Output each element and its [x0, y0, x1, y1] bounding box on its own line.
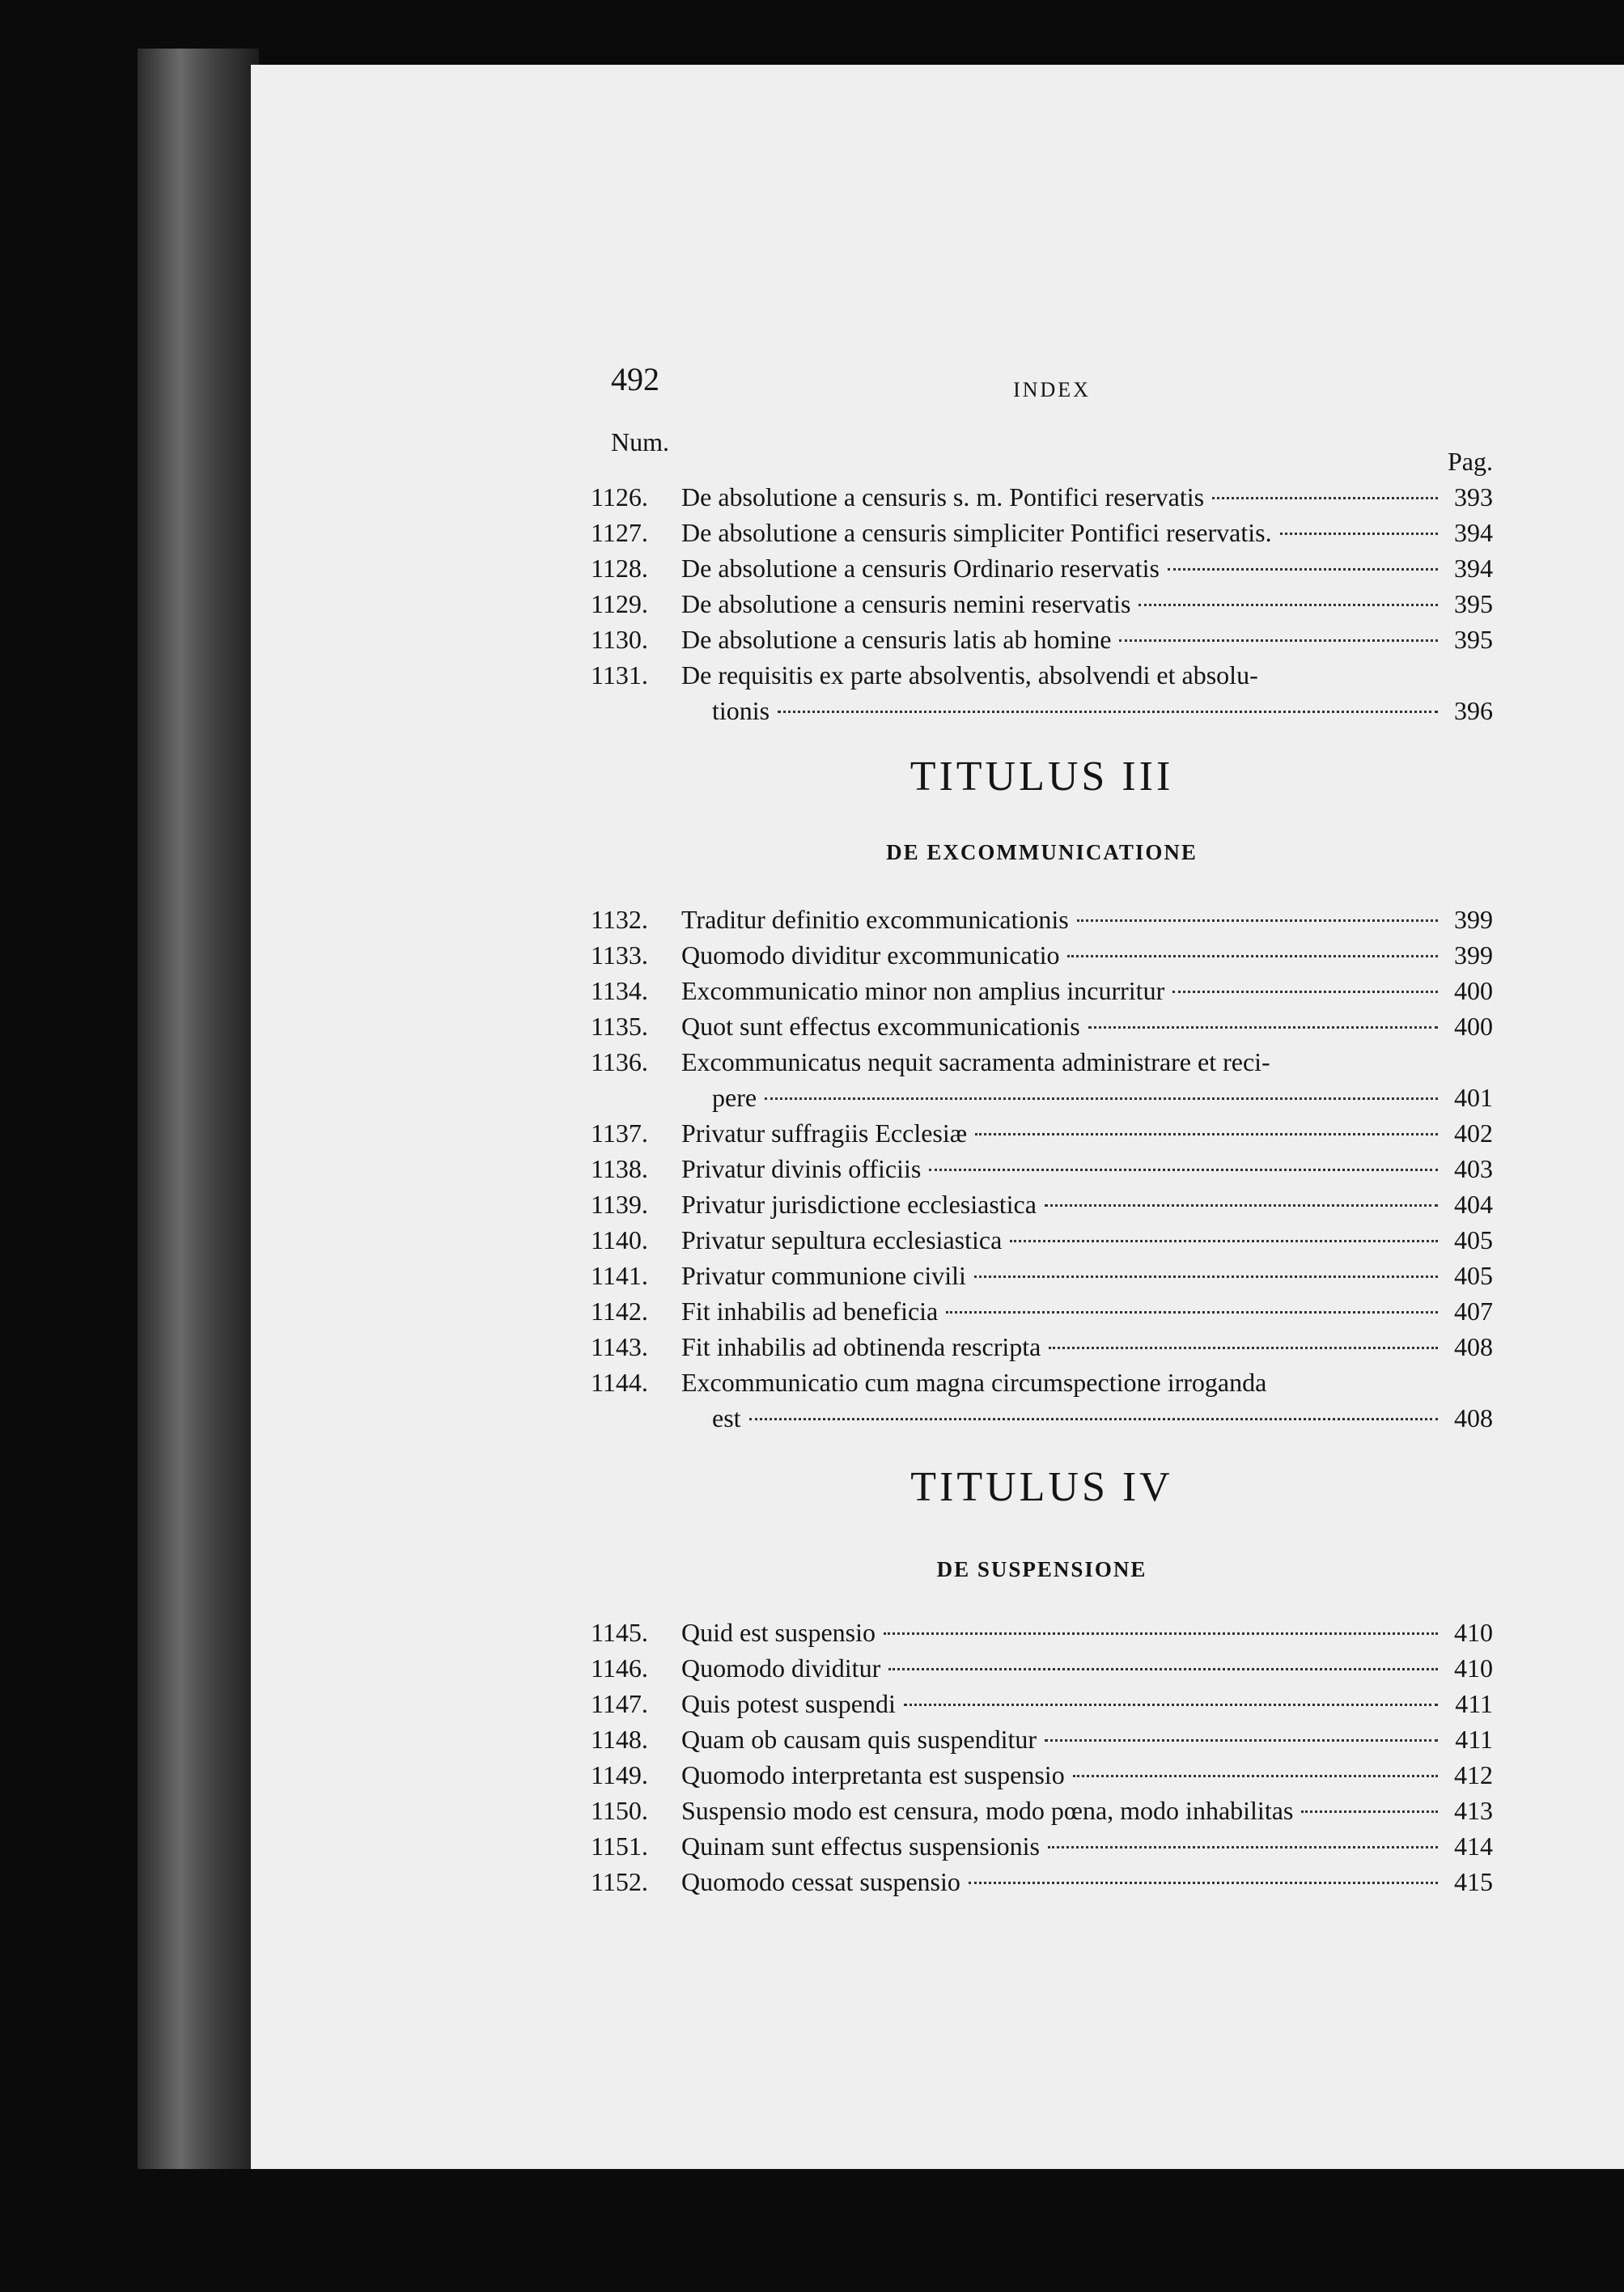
- entry-page-number: 414: [1454, 1831, 1493, 1861]
- entry-page-number: 399: [1454, 940, 1493, 970]
- entry-line: [681, 1329, 1493, 1365]
- index-entry: [591, 1828, 1493, 1864]
- entry-line: [712, 1080, 1493, 1115]
- dot-leader: [888, 1668, 1438, 1670]
- index-entry: [591, 937, 1493, 973]
- entry-title: De absolutione a censuris s. m. Pontifici reservatis: [681, 482, 1205, 511]
- entry-line: [681, 1222, 1493, 1258]
- entry-page-number: 412: [1454, 1760, 1493, 1789]
- entry-number: 1152.: [591, 1867, 648, 1896]
- entry-line: [712, 693, 1493, 728]
- dot-leader: [1077, 919, 1438, 922]
- dot-leader: [969, 1882, 1438, 1884]
- entry-number: 1132.: [591, 905, 648, 934]
- entry-number: 1140.: [591, 1225, 648, 1254]
- index-entry: [591, 1151, 1493, 1186]
- dot-leader: [1088, 1026, 1438, 1029]
- index-entry: [591, 1615, 1493, 1650]
- section-title-titulus-iii: TITULUS III: [910, 753, 1174, 800]
- dot-leader: [1073, 1775, 1438, 1777]
- entry-number: 1145.: [591, 1618, 648, 1647]
- entry-line: [681, 586, 1493, 622]
- dot-leader: [974, 1275, 1438, 1278]
- entry-line: [681, 1151, 1493, 1186]
- entry-title: Fit inhabilis ad obtinenda rescripta: [681, 1332, 1041, 1361]
- entry-title: Privatur jurisdictione ecclesiastica: [681, 1190, 1037, 1219]
- entry-line: [681, 1721, 1493, 1757]
- entry-number: 1135.: [591, 1012, 648, 1041]
- entry-page-number: 411: [1455, 1689, 1493, 1718]
- entry-number: 1141.: [591, 1261, 648, 1290]
- entry-page-number: 393: [1454, 482, 1493, 511]
- entry-line: [681, 622, 1493, 657]
- index-entry: [591, 1186, 1493, 1222]
- entry-line: [681, 657, 1493, 693]
- entry-page-number: 400: [1454, 1012, 1493, 1041]
- dot-leader: [1301, 1810, 1438, 1813]
- dot-leader: [778, 711, 1438, 713]
- index-entry: [591, 1258, 1493, 1293]
- entry-title: Quomodo cessat suspensio: [681, 1867, 960, 1896]
- entry-line: [681, 1615, 1493, 1650]
- entry-number: 1133.: [591, 940, 648, 970]
- entry-line: [681, 973, 1493, 1008]
- entry-title: Privatur suffragiis Ecclesiæ: [681, 1118, 968, 1148]
- index-entry: [591, 622, 1493, 657]
- entry-title: Quomodo dividitur excommunicatio: [681, 940, 1060, 970]
- entry-title: De absolutione a censuris Ordinario reservatis: [681, 554, 1160, 583]
- entry-title: Excommunicatus nequit sacramenta administrare et reci-: [681, 1047, 1270, 1076]
- index-section-suspensione: [591, 1615, 1493, 1899]
- entry-title: Traditur definitio excommunicationis: [681, 905, 1069, 934]
- entry-number: 1151.: [591, 1831, 648, 1861]
- entry-title: Privatur sepultura ecclesiastica: [681, 1225, 1003, 1254]
- dot-leader: [929, 1169, 1438, 1171]
- index-entry: [591, 1329, 1493, 1365]
- entry-title: De absolutione a censuris nemini reservatis: [681, 589, 1131, 618]
- entry-number: 1126.: [591, 482, 648, 511]
- entry-number: 1134.: [591, 976, 648, 1005]
- entry-page-number: 396: [1454, 696, 1493, 725]
- entry-title: pere: [712, 1083, 757, 1112]
- index-entry: [591, 1721, 1493, 1757]
- entry-title: Fit inhabilis ad beneficia: [681, 1297, 939, 1326]
- entry-number: 1142.: [591, 1297, 648, 1326]
- dot-leader: [1168, 568, 1438, 571]
- dot-leader: [1172, 991, 1438, 993]
- entry-title: Excommunicatio cum magna circumspectione irroganda: [681, 1368, 1267, 1397]
- index-entry: [591, 1293, 1493, 1329]
- index-entry: [591, 479, 1493, 515]
- entry-title: Quid est suspensio: [681, 1618, 876, 1647]
- entry-line: [681, 1044, 1493, 1080]
- entry-line: [681, 479, 1493, 515]
- entry-page-number: 413: [1454, 1796, 1493, 1825]
- entry-line: [681, 1757, 1493, 1793]
- entry-number: 1147.: [591, 1689, 648, 1718]
- entry-line: [681, 1008, 1493, 1044]
- index-entry: [591, 1793, 1493, 1828]
- entry-number: 1150.: [591, 1796, 648, 1825]
- index-entry: [591, 515, 1493, 550]
- entry-title: De requisitis ex parte absolventis, absolvendi et absolu-: [681, 660, 1258, 690]
- index-entry: [591, 902, 1493, 937]
- dot-leader: [1048, 1846, 1438, 1848]
- entry-page-number: 400: [1454, 976, 1493, 1005]
- entry-number: 1138.: [591, 1154, 648, 1183]
- page-number: 492: [611, 361, 659, 397]
- dot-leader: [1138, 604, 1438, 606]
- index-entry: [591, 1365, 1493, 1436]
- entry-page-number: 408: [1454, 1403, 1493, 1432]
- entry-number: 1139.: [591, 1190, 648, 1219]
- dot-leader: [975, 1133, 1438, 1135]
- entry-number: 1143.: [591, 1332, 648, 1361]
- entry-page-number: 415: [1454, 1867, 1493, 1896]
- entry-page-number: 404: [1454, 1190, 1493, 1219]
- entry-title: Quot sunt effectus excommunicationis: [681, 1012, 1080, 1041]
- dot-leader: [1049, 1347, 1438, 1349]
- entry-title: Suspensio modo est censura, modo pœna, modo inhabilitas: [681, 1796, 1294, 1825]
- index-entry: [591, 657, 1493, 728]
- entry-page-number: 407: [1454, 1297, 1493, 1326]
- entry-title: Privatur communione civili: [681, 1261, 966, 1290]
- entry-line: [712, 1400, 1493, 1436]
- index-entry: [591, 1222, 1493, 1258]
- entry-line: [681, 1115, 1493, 1151]
- section-subtitle-suspensione: DE SUSPENSIONE: [936, 1557, 1147, 1581]
- entry-title: De absolutione a censuris simpliciter Pontifici reservatis.: [681, 518, 1272, 547]
- entry-page-number: 410: [1454, 1653, 1493, 1683]
- entry-number: 1127.: [591, 518, 648, 547]
- section-subtitle-excommunicatione: DE EXCOMMUNICATIONE: [886, 840, 1198, 864]
- entry-title: est: [712, 1403, 741, 1432]
- index-entry: [591, 973, 1493, 1008]
- num-column-label: Num.: [611, 427, 669, 456]
- entry-page-number: 401: [1454, 1083, 1493, 1112]
- entry-page-number: 402: [1454, 1118, 1493, 1148]
- entry-line: [681, 902, 1493, 937]
- entry-number: 1130.: [591, 625, 648, 654]
- dot-leader: [884, 1632, 1438, 1635]
- index-entry: [591, 1864, 1493, 1899]
- entry-page-number: 411: [1455, 1725, 1493, 1754]
- index-section-absolution: [591, 479, 1493, 728]
- entry-title: Quomodo dividitur: [681, 1653, 881, 1683]
- entry-number: 1149.: [591, 1760, 648, 1789]
- index-entry: [591, 1008, 1493, 1044]
- index-entry: [591, 1115, 1493, 1151]
- entry-title: Quomodo interpretanta est suspensio: [681, 1760, 1065, 1789]
- entry-line: [681, 515, 1493, 550]
- entry-title: Quinam sunt effectus suspensionis: [681, 1831, 1040, 1861]
- entry-title: Privatur divinis officiis: [681, 1154, 922, 1183]
- index-entry: [591, 1757, 1493, 1793]
- column-labels: [611, 427, 1493, 476]
- entry-page-number: 394: [1454, 554, 1493, 583]
- dot-leader: [1045, 1739, 1438, 1742]
- entry-page-number: 408: [1454, 1332, 1493, 1361]
- entry-page-number: 405: [1454, 1261, 1493, 1290]
- index-entry: [591, 1686, 1493, 1721]
- entry-number: 1128.: [591, 554, 648, 583]
- running-title: INDEX: [1013, 378, 1091, 401]
- section-title-titulus-iv: TITULUS IV: [910, 1464, 1173, 1510]
- dot-leader: [749, 1418, 1438, 1420]
- entry-title: Quam ob causam quis suspenditur: [681, 1725, 1037, 1754]
- entry-line: [681, 1793, 1493, 1828]
- dot-leader: [1010, 1240, 1438, 1242]
- index-section-excommunicatione: [591, 902, 1493, 1436]
- page-column-label: Pag.: [1448, 447, 1493, 476]
- index-entry: [591, 550, 1493, 586]
- entry-number: 1129.: [591, 589, 648, 618]
- entry-page-number: 394: [1454, 518, 1493, 547]
- entry-number: 1136.: [591, 1047, 648, 1076]
- book-spine-edge: [138, 49, 259, 2169]
- entry-line: [681, 1828, 1493, 1864]
- index-entry: [591, 1044, 1493, 1115]
- entry-line: [681, 1650, 1493, 1686]
- dot-leader: [1119, 639, 1438, 642]
- entry-page-number: 405: [1454, 1225, 1493, 1254]
- entry-page-number: 403: [1454, 1154, 1493, 1183]
- dot-leader: [904, 1704, 1438, 1706]
- entry-number: 1146.: [591, 1653, 648, 1683]
- entry-page-number: 395: [1454, 625, 1493, 654]
- entry-line: [681, 1864, 1493, 1899]
- entry-line: [681, 550, 1493, 586]
- dot-leader: [765, 1097, 1438, 1100]
- entry-page-number: 410: [1454, 1618, 1493, 1647]
- entry-line: [681, 1293, 1493, 1329]
- index-entry: [591, 1650, 1493, 1686]
- page-header: [611, 360, 1493, 409]
- dot-leader: [1212, 497, 1438, 499]
- entry-number: 1148.: [591, 1725, 648, 1754]
- entry-number: 1144.: [591, 1368, 648, 1397]
- dot-leader: [1045, 1204, 1438, 1207]
- entry-line: [681, 937, 1493, 973]
- dot-leader: [1280, 533, 1438, 535]
- index-entry: [591, 586, 1493, 622]
- dot-leader: [1067, 955, 1438, 957]
- entry-page-number: 399: [1454, 905, 1493, 934]
- entry-number: 1137.: [591, 1118, 648, 1148]
- entry-title: De absolutione a censuris latis ab homine: [681, 625, 1112, 654]
- entry-page-number: 395: [1454, 589, 1493, 618]
- entry-title: Excommunicatio minor non amplius incurritur: [681, 976, 1165, 1005]
- entry-title: Quis potest suspendi: [681, 1689, 896, 1718]
- entry-line: [681, 1186, 1493, 1222]
- entry-number: 1131.: [591, 660, 648, 690]
- entry-line: [681, 1365, 1493, 1400]
- entry-title: tionis: [712, 696, 770, 725]
- entry-line: [681, 1686, 1493, 1721]
- dot-leader: [946, 1311, 1438, 1314]
- entry-line: [681, 1258, 1493, 1293]
